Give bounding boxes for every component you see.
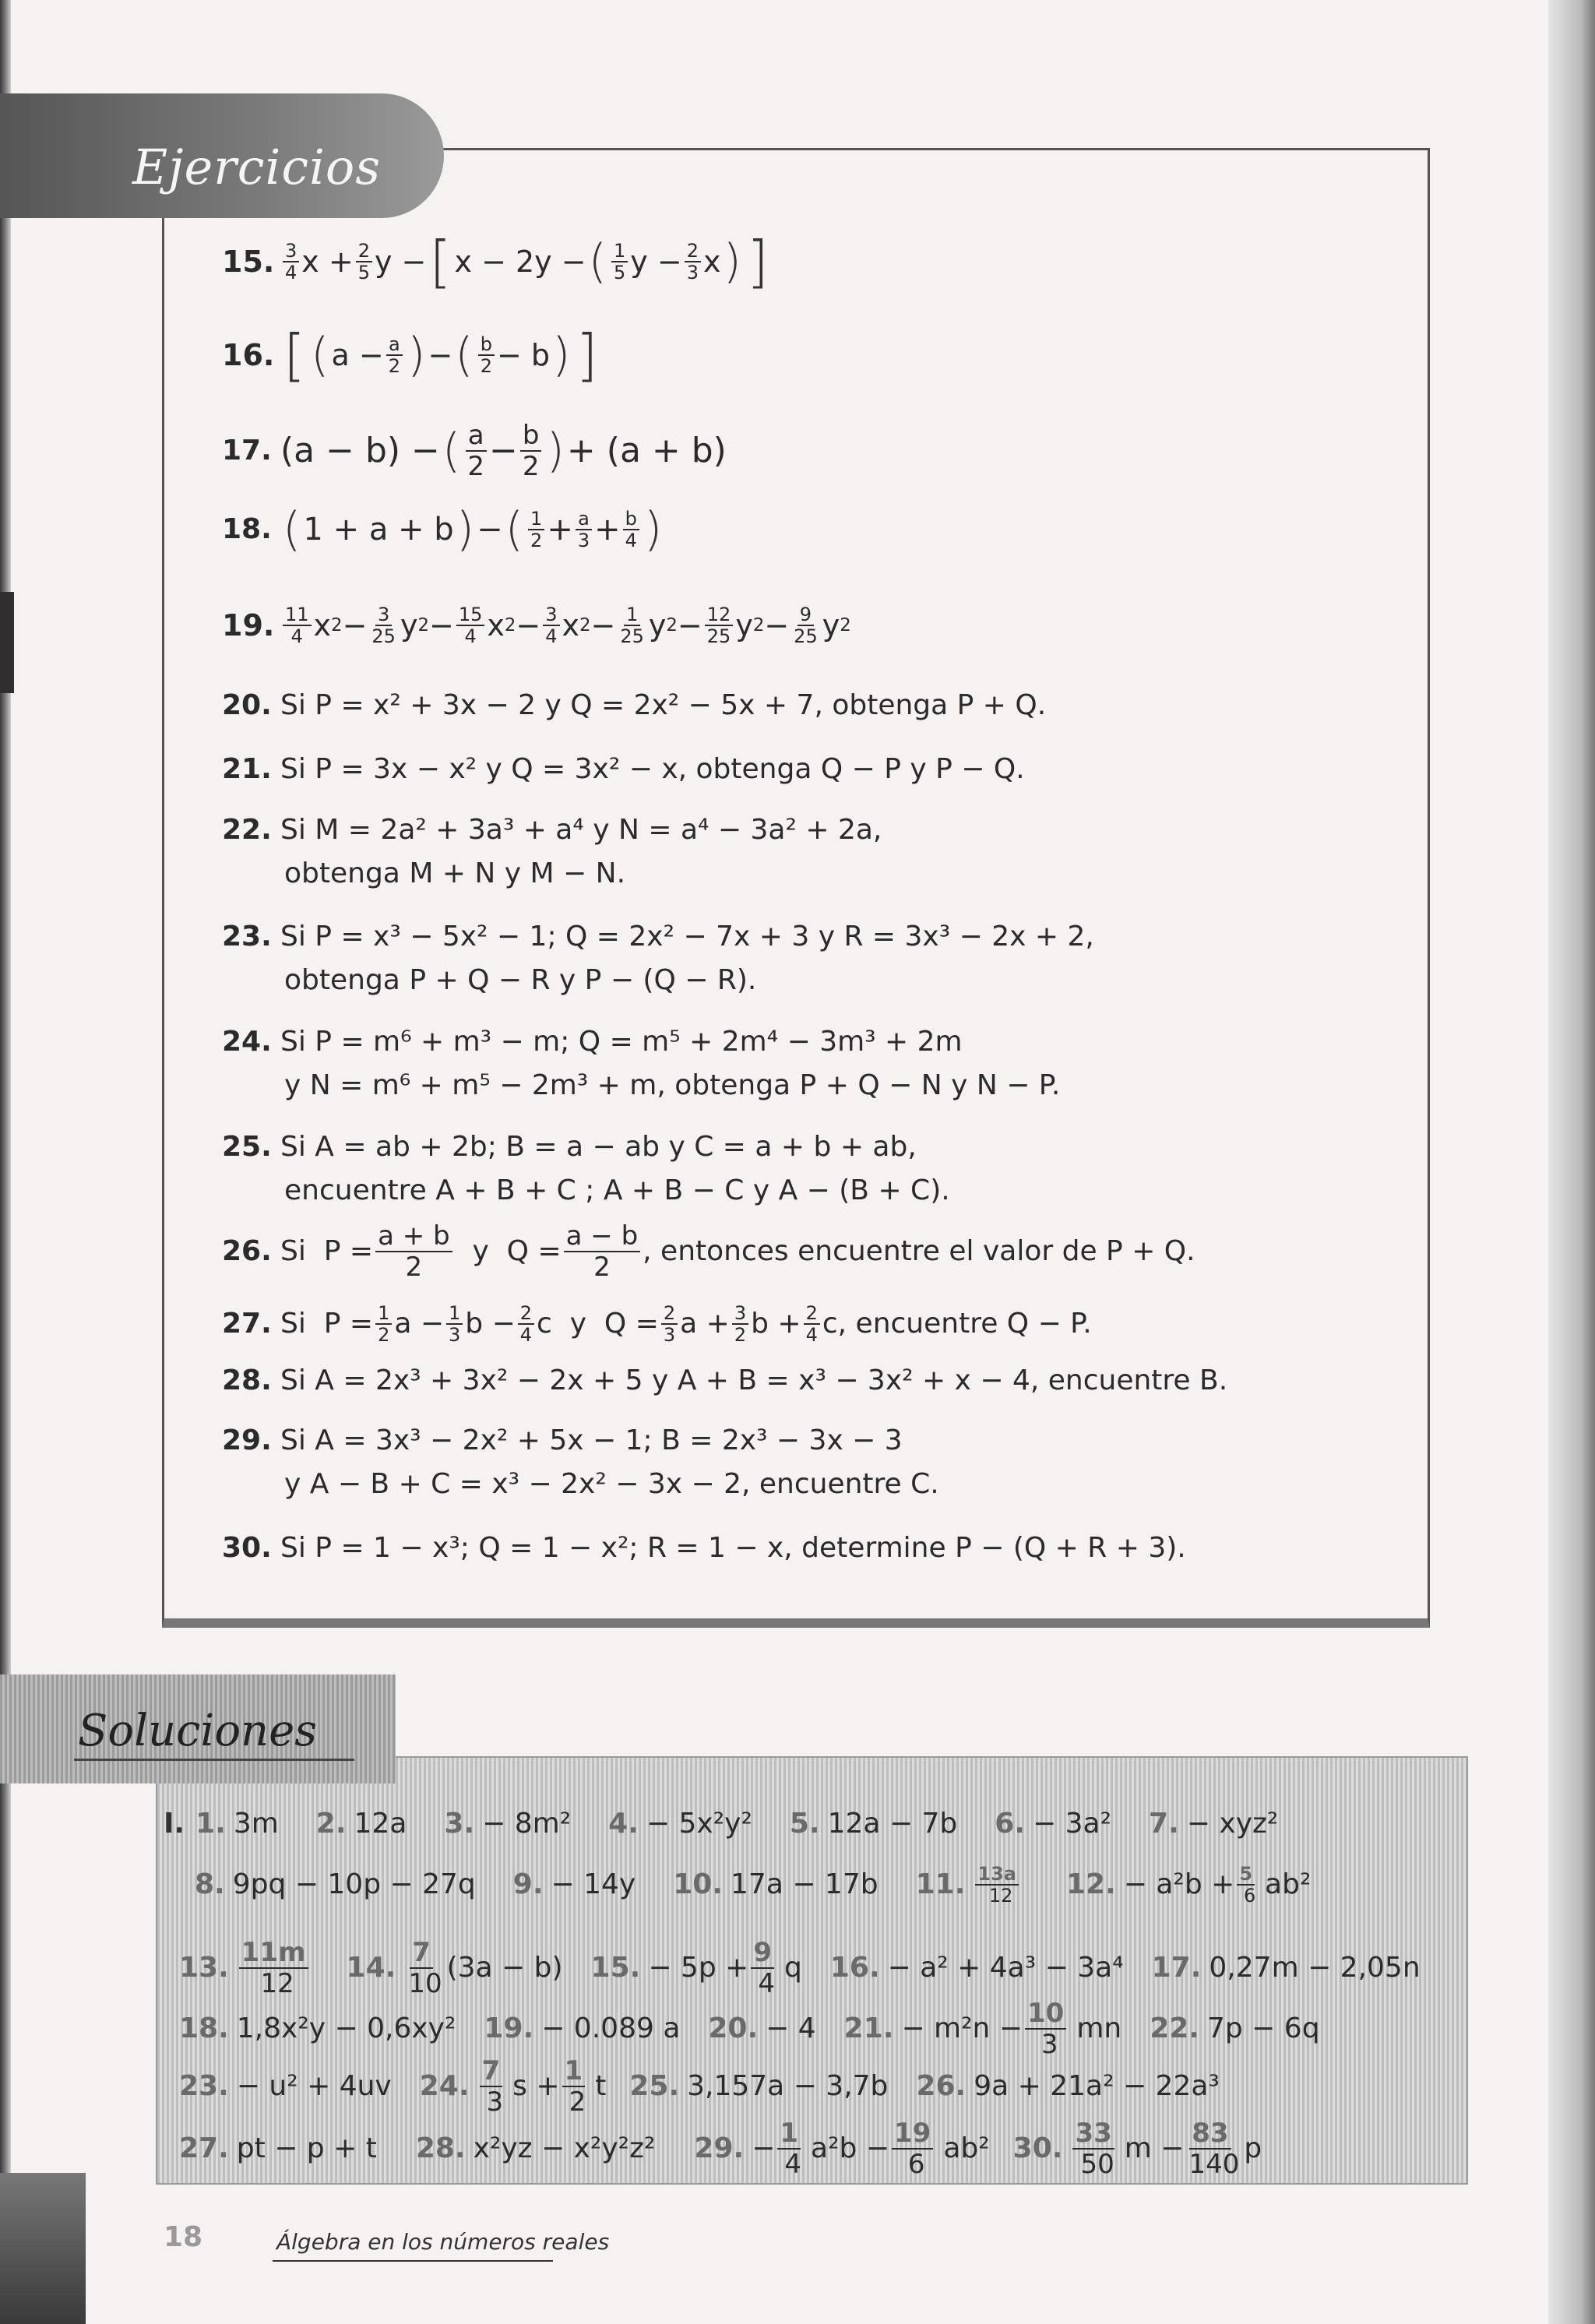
solutions-title: Soluciones	[78, 1706, 317, 1756]
solution-23: 23. − u² + 4uv	[179, 2070, 392, 2102]
exercise-number: 22.	[222, 814, 272, 846]
exercise-text: y N = m⁶ + m⁵ − 2m³ + m, obtenga P + Q − N y N − P.	[284, 1069, 1061, 1101]
exercise-22	[222, 808, 882, 889]
exercise-23	[222, 915, 1094, 996]
exercise-26: 26. Si P = $\frac{a + b}{2}$ y Q = $\frac{a - b}{2}$ , entonces encuentre el valor de P + Q.	[222, 1220, 1195, 1283]
solution-30: 30. $\frac{33}{50}$ m − $\frac{83}{140}$ p	[1012, 2118, 1262, 2180]
exercise-number: 25.	[222, 1131, 272, 1163]
page-number: 18	[164, 2221, 203, 2253]
solution-13: 13. $\frac{11m}{12}$	[179, 1938, 319, 1998]
page-right-shadow	[1548, 0, 1595, 2324]
exercise-text: , encuentre Q − P.	[837, 1308, 1092, 1340]
exercise-text: , entonces encuentre el valor de P + Q.	[643, 1235, 1195, 1267]
exercise-text: encuentre A + B + C ; A + B − C y A − (B + C).	[284, 1174, 950, 1206]
exercises-title: Ejercicios	[132, 139, 382, 195]
solution-1: 1. 3m	[195, 1808, 279, 1840]
exercise-28	[222, 1359, 1227, 1403]
exercise-number: 23.	[222, 921, 272, 952]
exercise-text: Si A = 3x³ − 2x² + 5x − 1; B = 2x³ − 3x − 3	[280, 1424, 903, 1456]
solution-15: 15. − 5p + $\frac{9}{4}$ q	[590, 1937, 802, 1999]
solution-16: 16. − a² + 4a³ − 3a⁴	[829, 1952, 1124, 1984]
solution-21: 21. − m²n − $\frac{10}{3}$ mn	[843, 1998, 1122, 2060]
solution-29: 29. − $\frac{1}{4}$ a²b − $\frac{19}{6}$ ab²	[694, 2118, 990, 2180]
exercise-20	[222, 684, 1046, 727]
exercise-17: 17. (a − b) − ( $\frac{a}{2}$ − $\frac{b}{2}$ ) + (a + b)	[222, 420, 727, 482]
solutions-underline	[74, 1759, 354, 1761]
exercise-27: 27. Si P = $\frac{1}{2}$ a − $\frac{1}{3}$ b − $\frac{2}{4}$ c y Q = $\frac{2}{3}$ a + $\frac{3}{2}$ b + $\frac{2}{4}$ c , encuentre Q − P.	[222, 1302, 1092, 1346]
exercise-19: 19. $\frac{11}{4}$ x 2 − $\frac{3}{25}$ y 2 − $\frac{15}{4}$ x 2 − $\frac{3}{4}$ x 2 − $\frac{1}{25}$ y 2 − $\frac{12}{25}$ y 2 − $\frac{9}{25}$ y 2	[222, 604, 851, 647]
exercise-30	[222, 1526, 1186, 1570]
solutions-row	[164, 1801, 1315, 1847]
solution-27: 27. pt − p + t	[179, 2132, 377, 2164]
exercise-15: 15. $\frac{3}{4}$ x + $\frac{2}{5}$ y − [ x − 2y − ( $\frac{1}{5}$ y − $\frac{2}{3}$ x ) ]	[222, 229, 769, 294]
solution-2: 2. 12a	[315, 1808, 407, 1840]
exercise-text: Si A = 2x³ + 3x² − 2x + 5 y A + B = x³ − 3x² + x − 4, encuentre B.	[280, 1364, 1228, 1396]
solution-10: 10. 17a − 17b	[673, 1868, 878, 1900]
exercise-number: 16.	[222, 338, 275, 372]
book-title: Álgebra en los números reales	[276, 2229, 610, 2255]
solutions-row	[179, 1998, 1320, 2059]
exercise-number: 21.	[222, 753, 272, 785]
exercise-text: Si A = ab + 2b; B = a − ab y C = a + b + ab,	[280, 1131, 917, 1163]
exercise-number: 27.	[222, 1308, 272, 1340]
exercise-text: Si M = 2a² + 3a³ + a⁴ y N = a⁴ − 3a² + 2a,	[280, 814, 882, 846]
solution-14: 14. $\frac{7}{10}$ (3a − b)	[346, 1937, 563, 1999]
solution-7: 7. − xyz²	[1149, 1808, 1279, 1840]
exercise-25	[222, 1125, 950, 1206]
solution-4: 4. − 5x²y²	[608, 1808, 752, 1840]
exercise-number: 30.	[222, 1532, 272, 1564]
solution-22: 22. 7p − 6q	[1150, 2012, 1320, 2044]
solution-28: 28. x²yz − x²y²z²	[415, 2132, 656, 2164]
exercise-text: Si P = x² + 3x − 2 y Q = 2x² − 5x + 7, obtenga P + Q.	[280, 689, 1047, 721]
exercise-29	[222, 1419, 939, 1500]
exercise-number: 29.	[222, 1424, 272, 1456]
page-left-shadow	[0, 0, 11, 2324]
exercise-text: Si P = 1 − x³; Q = 1 − x²; R = 1 − x, determine P − (Q + R + 3).	[280, 1532, 1186, 1564]
exercise-number: 28.	[222, 1364, 272, 1396]
exercise-number: 24.	[222, 1026, 272, 1058]
exercise-number: 26.	[222, 1235, 272, 1267]
exercise-text: obtenga P + Q − R y P − (Q − R).	[284, 964, 757, 996]
solution-25: 25. 3,157a − 3,7b	[629, 2070, 889, 2102]
solution-5: 5. 12a − 7b	[789, 1808, 958, 1840]
solutions-row	[179, 1938, 1421, 1998]
solution-9: 9. − 14y	[512, 1868, 636, 1900]
solution-12: 12. − a²b + $\frac{5}{6}$ ab²	[1065, 1863, 1312, 1907]
solutions-row	[195, 1861, 1348, 1908]
solution-24: 24. $\frac{7}{3}$ s + $\frac{1}{2}$ t	[419, 2055, 607, 2118]
solutions-row	[179, 2056, 1220, 2117]
solution-3: 3. − 8m²	[444, 1808, 572, 1840]
exercise-number: 17.	[222, 435, 272, 467]
solution-17: 17. 0,27m − 2,05n	[1151, 1952, 1421, 1984]
exercise-21	[222, 748, 1025, 791]
solutions-row	[179, 2118, 1262, 2179]
exercise-text: obtenga M + N y M − N.	[284, 857, 626, 889]
solution-19: 19. − 0.089 a	[484, 2012, 681, 2044]
solution-8: 8. 9pq − 10p − 27q	[195, 1868, 476, 1900]
exercise-24	[222, 1020, 1061, 1101]
exercise-number: 20.	[222, 689, 272, 721]
solution-6: 6. − 3a²	[995, 1808, 1112, 1840]
exercise-number: 18.	[222, 513, 272, 545]
solution-11: 11. $\frac{13a}{12}$	[916, 1861, 1029, 1908]
binding-mark	[0, 592, 14, 693]
exercise-text: Si P = x³ − 5x² − 1; Q = 2x² − 7x + 3 y R = 3x³ − 2x + 2,	[280, 921, 1094, 952]
exercise-number: 19.	[222, 608, 275, 643]
exercise-16: 16. [ ( a − $\frac{a}{2}$ ) − ( $\frac{b}{2}$ − b ) ]	[222, 322, 598, 388]
exercise-text: Si P = 3x − x² y Q = 3x² − x, obtenga Q − P y P − Q.	[280, 753, 1025, 785]
solution-26: 26. 9a + 21a² − 22a³	[916, 2070, 1220, 2102]
solution-20: 20. − 4	[708, 2012, 816, 2044]
solutions-group-label: I.	[164, 1808, 185, 1840]
exercise-18: 18. ( 1 + a + b ) − ( $\frac{1}{2}$ + $\frac{a}{3}$ + $\frac{b}{4}$ )	[222, 502, 663, 557]
page-corner-shadow	[0, 2173, 86, 2324]
exercise-text: y A − B + C = x³ − 2x² − 3x − 2, encuentre C.	[284, 1468, 939, 1500]
solution-18: 18. 1,8x²y − 0,6xy²	[179, 2012, 456, 2044]
exercise-number: 15.	[222, 245, 275, 279]
exercise-text: Si P = m⁶ + m³ − m; Q = m⁵ + 2m⁴ − 3m³ + 2m	[280, 1026, 963, 1058]
footer-underline	[273, 2260, 553, 2262]
